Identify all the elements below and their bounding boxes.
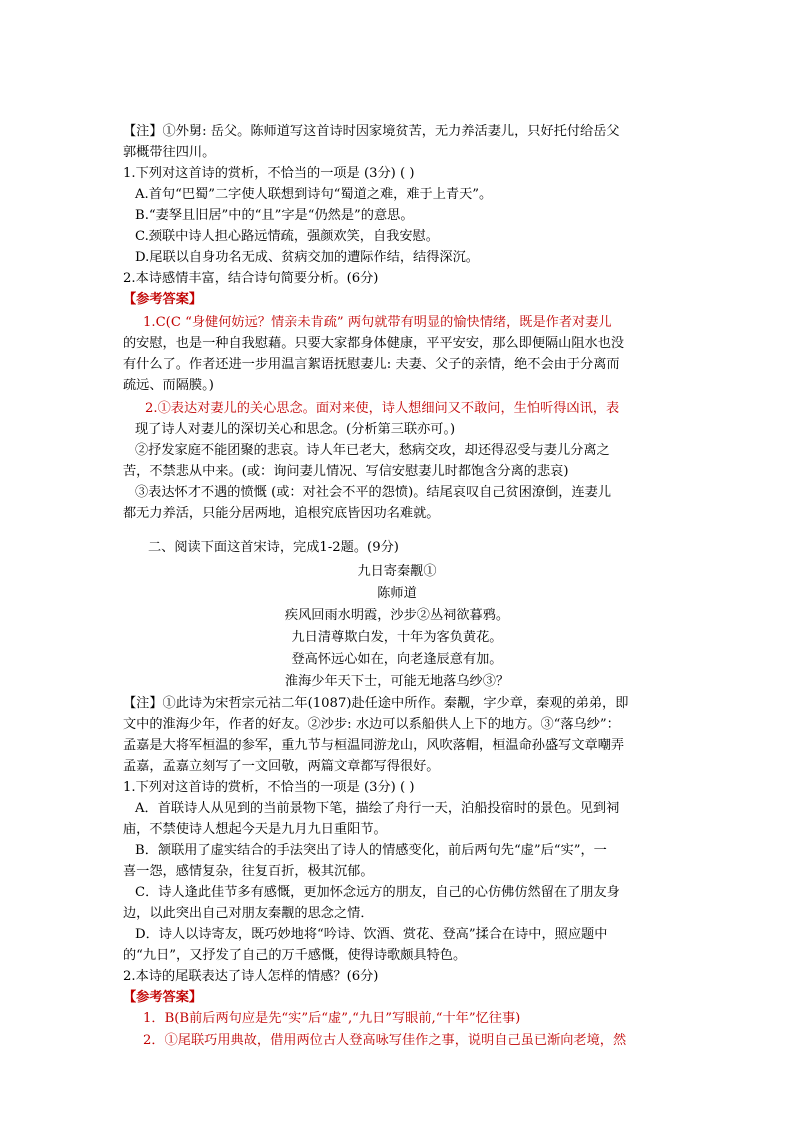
option-a: A．首联诗人从见到的当前景物下笔，描绘了舟行一天，泊船投宿时的景色。见到祠: [135, 801, 620, 816]
option-d-cont: 的“九日”，又抒发了自己的万千感慨，使得诗歌颇具特色。: [123, 948, 467, 963]
answer-label: 【参考答案】: [123, 990, 203, 1005]
option-d: D.尾联以自身功名无成、贫病交加的遭际作结，结得深沉。: [135, 250, 479, 265]
answer-2-line: 都无力养活，只能分居两地，追根究底皆因功名难就。: [123, 506, 440, 521]
note-line: 【注】①外舅: 岳父。陈师道写这首诗时因家境贫苦，无力养活妻儿，只好托付给岳父: [123, 124, 620, 139]
answer-2: 2．①尾联巧用典故，借用两位古人登高咏写佳作之事，说明自己虽已渐向老境，然: [143, 1033, 627, 1048]
option-b: B．颔联用了虚实结合的手法突出了诗人的情感变化，前后两句先“虚”后“实”，一: [135, 843, 607, 858]
answer-2-line: 苦，不禁悲从中来。(或：询问妻儿情况、写信安慰妻儿时都饱含分离的悲哀): [123, 464, 569, 479]
note-line: 孟嘉，孟嘉立刻写了一文回敬，两篇文章都写得很好。: [123, 759, 440, 774]
poem-line: 九日清尊欺白发，十年为客负黄花。: [291, 630, 503, 645]
question-1: 1.下列对这首诗的赏析，不恰当的一项是 (3分) ( ): [123, 166, 415, 181]
note-line: 孟嘉是大将军桓温的参军，重九节与桓温同游龙山，风吹落帽，桓温命孙盛写文章嘲弄: [123, 738, 625, 753]
note-line: 郭概带往四川。: [123, 145, 216, 160]
option-c: C．诗人逢此佳节多有感慨，更加怀念远方的朋友，自己的心仿佛仿然留在了朋友身: [135, 885, 620, 900]
poem-author: 陈师道: [377, 586, 417, 601]
note-line: 文中的淮海少年，作者的好友。②沙步: 水边可以系船供人上下的地方。③“落乌纱”：: [123, 717, 620, 732]
poem-line: 淮海少年天下士，可能无地落乌纱③？: [284, 674, 510, 689]
option-a: A.首句“巴蜀”二字使人联想到诗句“蜀道之难，难于上青天”。: [135, 187, 493, 202]
question-2: 2.本诗感情丰富，结合诗句简要分析。(6分): [123, 271, 379, 286]
answer-1-line: 1.C(C “身健何妨远？情亲未肯疏” 两句就带有明显的愉快情绪，既是作者对妻儿: [143, 315, 612, 330]
question-1: 1.下列对这首诗的赏析，不恰当的一项是 (3分) ( ): [123, 780, 415, 795]
answer-1: 1．B(B前后两句应是先“实”后“虚”,“九日”写眼前,“十年”忆往事): [143, 1011, 521, 1026]
answer-2-line: 现了诗人对妻儿的深切关心和思念。(分析第三联亦可。): [135, 422, 456, 437]
answer-2-line: ②抒发家庭不能团聚的悲哀。诗人年已老大，愁病交攻，却还得忍受与妻儿分离之: [135, 443, 610, 458]
answer-2-line: 2.①表达对妻儿的关心思念。面对来使，诗人想细问又不敢问，生怕听得凶讯，表: [145, 401, 620, 416]
answer-1-line: 有什么了。作者还进一步用温言絮语抚慰妻儿: 夫妻、父子的亲情，绝不会由于分离而: [123, 357, 620, 372]
poem-line: 登高怀远心如在，向老逢辰意有加。: [291, 652, 503, 667]
poem-line: 疾风回雨水明霞，沙步②丛祠欲暮鸦。: [284, 608, 510, 623]
answer-2-line: ③表达怀才不遇的愤慨 (或：对社会不平的怨愤)。结尾哀叹自己贫困潦倒，连妻儿: [135, 485, 612, 500]
option-d: D．诗人以诗寄友，既巧妙地将“吟诗、饮酒、赏花、登高”揉合在诗中，照应题中: [135, 927, 608, 942]
question-2: 2.本诗的尾联表达了诗人怎样的情感？(6分): [123, 969, 379, 984]
option-b: B.“妻孥且旧居”中的“且”字是“仍然是”的意思。: [135, 208, 414, 223]
poem-title: 九日寄秦觏①: [357, 564, 437, 579]
answer-label: 【参考答案】: [123, 292, 203, 307]
answer-1-line: 的安慰，也是一种自我慰藉。只要大家都身体健康，平平安安，那么即便隔山阻水也没: [123, 336, 625, 351]
option-c: C.颈联中诗人担心路远情疏，强颜欢笑，自我安慰。: [135, 229, 439, 244]
option-c-cont: 边，以此突出自己对朋友秦觏的思念之情．: [123, 906, 374, 921]
answer-1-line: 疏远、而隔膜。): [123, 378, 214, 393]
option-a-cont: 庙，不禁使诗人想起今天是九月九日重阳节。: [123, 822, 387, 837]
option-b-cont: 喜一怨，感情复杂，往复百折，极其沉郁。: [123, 864, 374, 879]
note-line: 【注】①此诗为宋哲宗元祜二年(1087)赴任途中所作。秦觏，字少章，秦观的弟弟，即: [123, 696, 629, 711]
section-heading: 二、阅读下面这首宋诗，完成1-2题。(9分): [148, 540, 399, 555]
